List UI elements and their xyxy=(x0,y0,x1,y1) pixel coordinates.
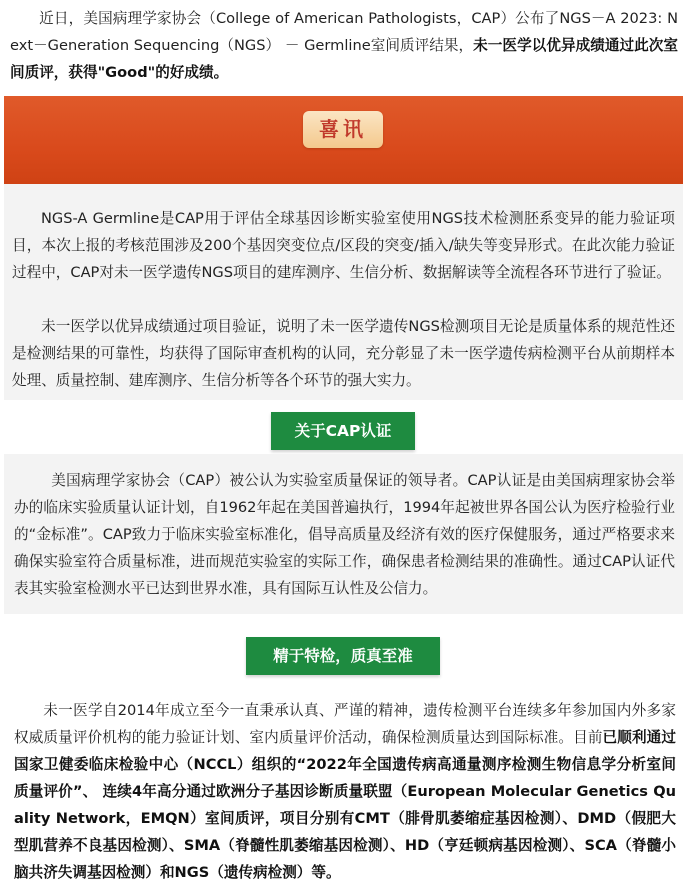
banner-title: 喜讯 xyxy=(303,111,383,148)
cap-results-box xyxy=(4,184,683,400)
quality-text: 未一医学自2014年成立至今一直秉承认真、严谨的精神，遗传检测平台连续多年参加国内外多家权威质量评价机构的能力验证计划、室内质量评价活动，确保检测质量达到国际标准。目前 xyxy=(14,702,676,746)
cap-results-paragraph-1 xyxy=(4,205,683,286)
cap-results-text-2: 未一医学以优异成绩通过项目验证，说明了未一医学遗传NGS检测项目无论是质量体系的规范性还是检测结果的可靠性，均获得了国际审查机构的认同，充分彰显了未一医学遗传病检测平台从前期样本处理、质量控制、建库测序、生信分析等各个环节的强大实力。 xyxy=(12,318,675,389)
cap-about-text: 美国病理学家协会（CAP）被公认为实验室质量保证的领导者。CAP认证是由美国病理家协会举办的临床实验质量认证计划，自1962年起在美国普遍执行，1994年起被世界各国公认为医疗检验行业的“金标准”。CAP致力于临床实验室标准化，倡导高质量及经济有效的医疗保健服务，通过严格要求来确保实验室符合质量标准，进而规范实验室的实际工作，确保患者检测结果的准确性。通过CAP认证代表其实验室检测水平已达到世界水准，具有国际互认性及公信力。 xyxy=(14,472,675,597)
section-heading-quality: 精于特检，质真至准 xyxy=(246,637,440,675)
quality-paragraph xyxy=(0,697,688,886)
cap-results-text-1: NGS-A Germline是CAP用于评估全球基因诊断实验室使用NGS技术检测胚系变异的能力验证项目，本次上报的考核范围涉及200个基因突变位点/区段的突变/插入/缺失等变异形式。在此次能力验证过程中，CAP对未一医学遗传NGS项目的建库测序、生信分析、数据解读等全流程各环节进行了验证。 xyxy=(12,210,675,281)
intro-paragraph xyxy=(0,5,688,86)
cap-results-paragraph-2 xyxy=(4,313,683,394)
intro-text: 近日，美国病理学家协会（College of American Pathologists，CAP）公布了NGS－A 2023: Next－Generation Sequencing（NGS） － Germline室间质评结果， xyxy=(10,10,678,54)
quality-highlight: 已顺利通过国家卫健委临床检验中心（NCCL）组织的“2022年全国遗传病高通量测序检测生物信息学分析室间质量评价”、 连续4年高分通过欧洲分子基因诊断质量联盟（European Molecular Genetics Quality Network，EMQN）室间质评，项目分别有CMT（腓骨肌萎缩症基因检测）、DMD（假肥大型肌营养不良基因检测）、SMA（脊髓性肌萎缩基因检测）、HD（亨廷顿病基因检测）、SCA（脊髓小脑共济失调基因检测）和NGS（遗传病检测）等。 xyxy=(14,729,676,881)
cap-about-box xyxy=(4,454,683,614)
cap-about-paragraph xyxy=(4,467,683,602)
intro-highlight: 未一医学以优异成绩通过此次室间质评，获得"Good"的好成绩。 xyxy=(10,37,678,81)
section-heading-cap: 关于CAP认证 xyxy=(271,412,415,450)
news-banner xyxy=(4,96,683,184)
